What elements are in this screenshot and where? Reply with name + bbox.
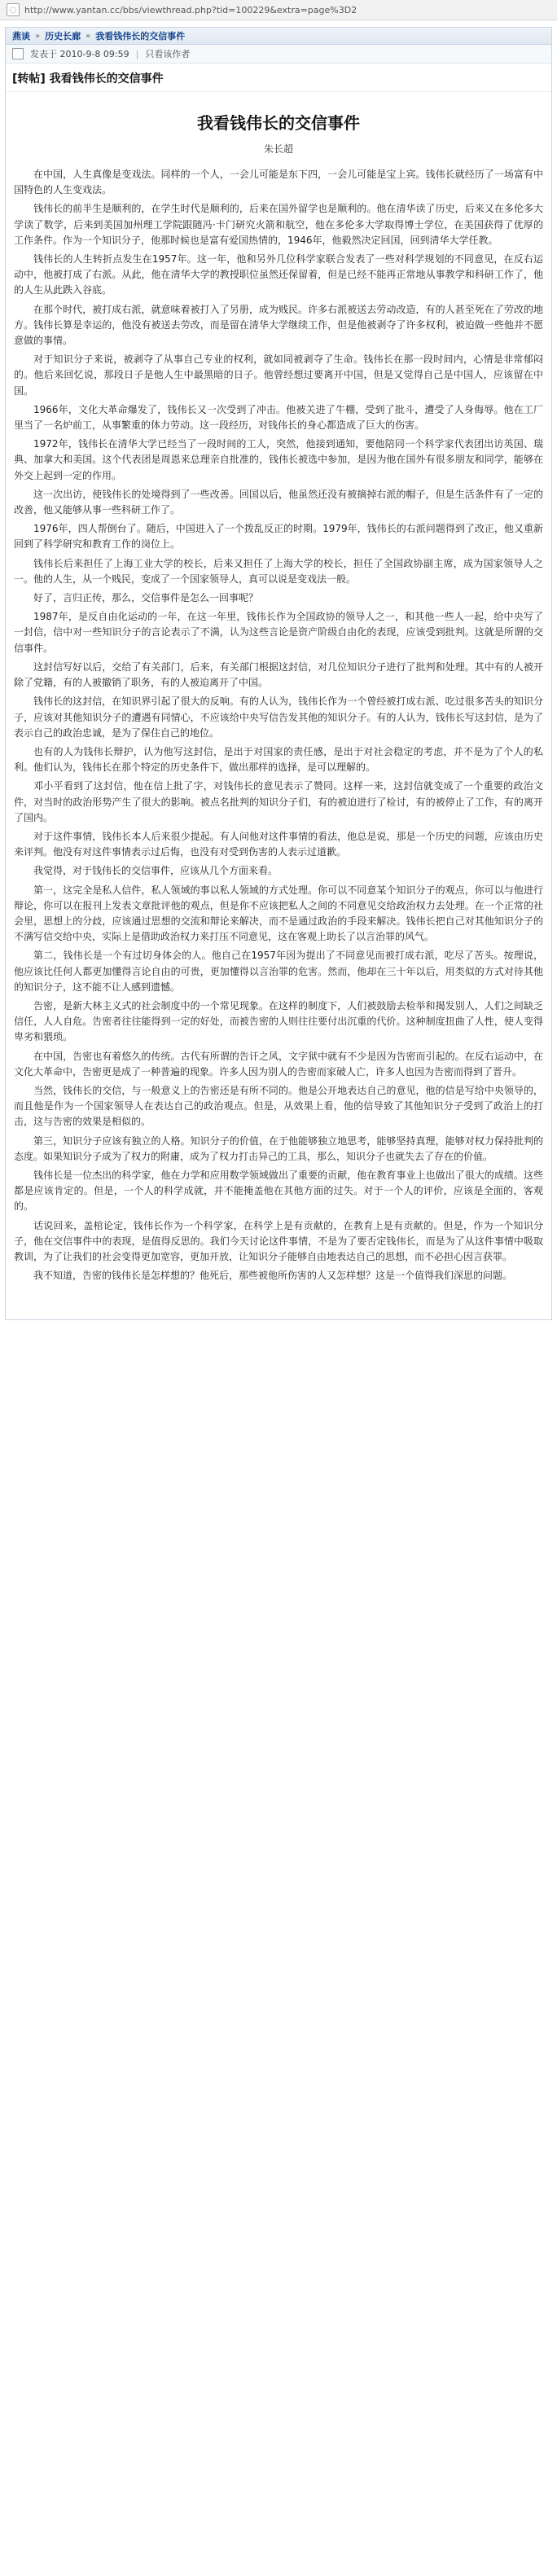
article-paragraph: 这封信写好以后，交给了有关部门，后来，有关部门根据这封信，对几位知识分子进行了批判和处理。其中有的人被开除了党籍，有的人被撤销了职务，有的人被迫离开了中国。 (14, 660, 543, 689)
article-paragraph: 我觉得，对于钱伟长的交信事件，应该从几个方面来看。 (33, 865, 278, 877)
breadcrumb-separator: » (35, 31, 41, 41)
article-title: 我看钱伟长的交信事件 (197, 113, 360, 133)
breadcrumb-home[interactable]: 燕谈 (12, 31, 30, 42)
article-paragraph: 当然，钱伟长的交信，与一般意义上的告密还是有所不同的。他是公开地表达自己的意见，他的信是写给中央领导的，而且他是作为一个国家领导人在表达自己的政治观点。但是，从效果上看，他的信导致了其他知识分子受到了政治上的打击，这与告密的效果是相似的。 (14, 1084, 543, 1128)
article-paragraph: 告密，是新大林主义式的社会制度中的一个常见现象。在这样的制度下，人们被鼓励去检举和揭发别人，人们之间缺乏信任，人人自危。告密者往往能得到一定的好处，而被告密的人则往往要付出沉重的代价。这种制度扭曲了人性，使人变得卑劣和猥琐。 (14, 999, 543, 1043)
article-paragraph: 第三，知识分子应该有独立的人格。知识分子的价值，在于他能够独立地思考，能够坚持真理，能够对权力保持批判的态度。如果知识分子成为了权力的附庸，成为了权力打击异己的工具，那么，知识分子也就失去了存在的价值。 (14, 1134, 543, 1162)
article-author: 朱长超 (263, 143, 293, 155)
browser-address-bar[interactable] (0, 0, 557, 20)
post-icon (12, 48, 24, 59)
post-time: 发表于 2010-9-8 09:59 (30, 49, 129, 59)
page-icon: ◌ (7, 3, 20, 16)
article-paragraph: 第二，钱伟长是一个有过切身体会的人。他自己在1957年因为提出了不同意见而被打成右派，吃尽了苦头。按理说，他应该比任何人都更加懂得言论自由的可贵，更加懂得以言治罪的危害。然而，他却在三十年以后，用类似的方式对待其他的知识分子，这不能不让人感到遗憾。 (14, 950, 543, 993)
article-paragraph: 1966年，文化大革命爆发了，钱伟长又一次受到了冲击。他被关进了牛棚，受到了批斗，遭受了人身侮辱。他在工厂里当了一名炉前工，从事繁重的体力劳动。这一段经历，对钱伟长的身心都造成了巨大的伤害。 (14, 403, 543, 432)
thread-container (5, 27, 552, 1320)
breadcrumb-forum[interactable]: 历史长廊 (45, 31, 81, 42)
thread-title: [转帖] 我看钱伟长的交信事件 (6, 64, 551, 92)
article-paragraph: 也有的人为钱伟长辩护，认为他写这封信，是出于对国家的责任感，是出于对社会稳定的考虑，并不是为了个人的私利。他们认为，钱伟长在那个特定的历史条件下，做出那样的选择，是可以理解的。 (14, 745, 543, 774)
article-paragraph: 钱伟长的人生转折点发生在1957年。这一年，他和另外几位科学家联合发表了一些对科学规划的不同意见，在反右运动中，他被打成了右派。从此，他在清华大学的教授职位虽然还保留着，但是已经不能再正常地从事教学和科研工作了，他的人生从此跌入谷底。 (14, 253, 543, 296)
article-paragraph: 在中国，告密也有着悠久的传统。古代有所谓的告讦之风，文字狱中就有不少是因为告密而引起的。在反右运动中，在文化大革命中，告密更是成了一种普遍的现象。许多人因为别人的告密而家破人亡，许多人也因为告密而得到了晋升。 (14, 1050, 543, 1077)
url-field[interactable]: http://www.yantan.cc/bbs/viewthread.php?tid=100229&extra=page%3D2 (24, 4, 357, 15)
article-paragraph: 1976年，四人帮倒台了。随后，中国进入了一个拨乱反正的时期。1979年，钱伟长的右派问题得到了改正，他又重新回到了科学研究和教育工作的岗位上。 (14, 523, 543, 551)
article-paragraph: 钱伟长的这封信，在知识界引起了很大的反响。有的人认为，钱伟长作为一个曾经被打成右派、吃过很多苦头的知识分子，应该对其他知识分子的遭遇有同情心，不应该给中央写信告发其他的知识分子。有的人认为，钱伟长写这封信，是为了表示自己的政治忠诚，是为了保住自己的地位。 (14, 696, 543, 739)
article-paragraph: 好了，言归正传，那么，交信事件是怎么一回事呢？ (33, 592, 259, 604)
article-paragraph: 对于这件事情，钱伟长本人后来很少提起。有人问他对这件事情的看法，他总是说，那是一个历史的问题，应该由历史来评判。他没有对这件事情表示过后悔，也没有对受到伤害的人表示过道歉。 (14, 830, 543, 858)
article-paragraph: 钱伟长是一位杰出的科学家，他在力学和应用数学领域做出了重要的贡献，他在教育事业上也做出了很大的成绩。这些都是应该肯定的。但是，一个人的科学成就，并不能掩盖他在其他方面的过失。对于一个人的评价，应该是全面的，客观的。 (14, 1169, 543, 1213)
post-meta (6, 45, 551, 64)
article-paragraph: 对于知识分子来说，被剥夺了从事自己专业的权利，就如同被剥夺了生命。钱伟长在那一段时间内，心情是非常郁闷的。他后来回忆说，那段日子是他人生中最黑暗的日子。他曾经想过要离开中国，但是又觉得自己是中国人，应该留在中国。 (14, 353, 543, 397)
article-paragraph: 钱伟长的前半生是顺利的，在学生时代是顺利的，后来在国外留学也是顺利的。他在清华读了历史，后来又在多伦多大学读了数学，后来到美国加州理工学院跟随冯·卡门研究火箭和航空，他在多伦多大学取得博士学位，在美国获得了优厚的工作条件。作为一个知识分子，他那时候也是富有爱国热情的，1946年，他毅然决定回国，回到清华大学任教。 (14, 203, 543, 246)
article-paragraph: 我不知道，告密的钱伟长是怎样想的？他死后，那些被他所伤害的人又怎样想？这是一个值得我们深思的问题。 (33, 1270, 513, 1282)
breadcrumb-separator: » (86, 31, 91, 41)
article-paragraph: 在中国，人生真像是变戏法。同样的一个人，一会儿可能是东下四，一会儿可能是宝上宾。钱伟长就经历了一场富有中国特色的人生变戏法。 (14, 169, 543, 196)
article-paragraph: 钱伟长后来担任了上海工业大学的校长，后来又担任了上海大学的校长，担任了全国政协副主席，成为国家领导人之一。他的人生，从一个贱民，变成了一个国家领导人，真可以说是变戏法一般。 (14, 557, 543, 585)
article-paragraph: 第一，这完全是私人信件，私人领域的事以私人领域的方式处理。你可以不同意某个知识分子的观点，你可以与他进行辩论，你可以在报刊上发表文章批评他的观点，但是你不应该把私人之间的不同意见交给政治权力去处理。在一个正常的社会里，思想上的分歧，应该通过思想的交流和辩论来解决，而不是通过政治的手段来解决。钱伟长把自己对其他知识分子的不满写信交给中央，实际上是借助政治权力来打压不同意见，这在客观上助长了以言治罪的风气。 (14, 884, 543, 943)
article-paragraph: 1987年，是反自由化运动的一年，在这一年里，钱伟长作为全国政协的领导人之一，和其他一些人一起，给中央写了一封信，信中对一些知识分子的言论表示了不满，认为这些言论是资产阶级自由化的表现，应该受到批判。这就是所谓的交信事件。 (14, 611, 543, 654)
only-author-link[interactable]: 只看该作者 (145, 49, 191, 59)
post-content (6, 110, 551, 1319)
article-paragraph: 邓小平看到了这封信，他在信上批了字，对钱伟长的意见表示了赞同。这样一来，这封信就变成了一个重要的政治文件，对当时的政治形势产生了很大的影响。被点名批判的知识分子们，有的被迫进行了检讨，有的被停止了工作，有的离开了国内。 (14, 780, 543, 823)
article-paragraph: 在那个时代，被打成右派，就意味着被打入了另册，成为贱民。许多右派被送去劳动改造，有的人甚至死在了劳改的地方。钱伟长算是幸运的，他没有被送去劳改，而是留在清华大学继续工作，但是他被剥夺了许多权利，被迫做一些他并不愿意做的事情。 (14, 303, 543, 347)
article-body (14, 167, 543, 1284)
article-paragraph: 1972年，钱伟长在清华大学已经当了一段时间的工人，突然，他接到通知，要他陪同一个科学家代表团出访英国、瑞典、加拿大和美国。这个代表团是周恩来总理亲自批准的，钱伟长被选中参加，是因为他在国外有很多朋友和同学，能够在外交上起到一定的作用。 (14, 438, 543, 481)
separator: | (135, 48, 139, 59)
breadcrumb-thread[interactable]: 我看钱伟长的交信事件 (95, 31, 186, 42)
article-paragraph: 这一次出访，使钱伟长的处境得到了一些改善。回国以后，他虽然还没有被摘掉右派的帽子，但是生活条件有了一定的改善，他又能够从事一些科研工作了。 (14, 488, 543, 516)
breadcrumb (6, 28, 551, 45)
article-paragraph: 话说回来，盖棺论定，钱伟长作为一个科学家，在科学上是有贡献的，在教育上是有贡献的。但是，作为一个知识分子，他在交信事件中的表现，是值得反思的。我们今天讨论这件事情，不是为了要否定钱伟长，而是为了从这件事情中吸取教训，为了让我们的社会变得更加宽容，更加开放，让知识分子能够自由地表达自己的思想，而不必担心因言获罪。 (14, 1219, 543, 1262)
